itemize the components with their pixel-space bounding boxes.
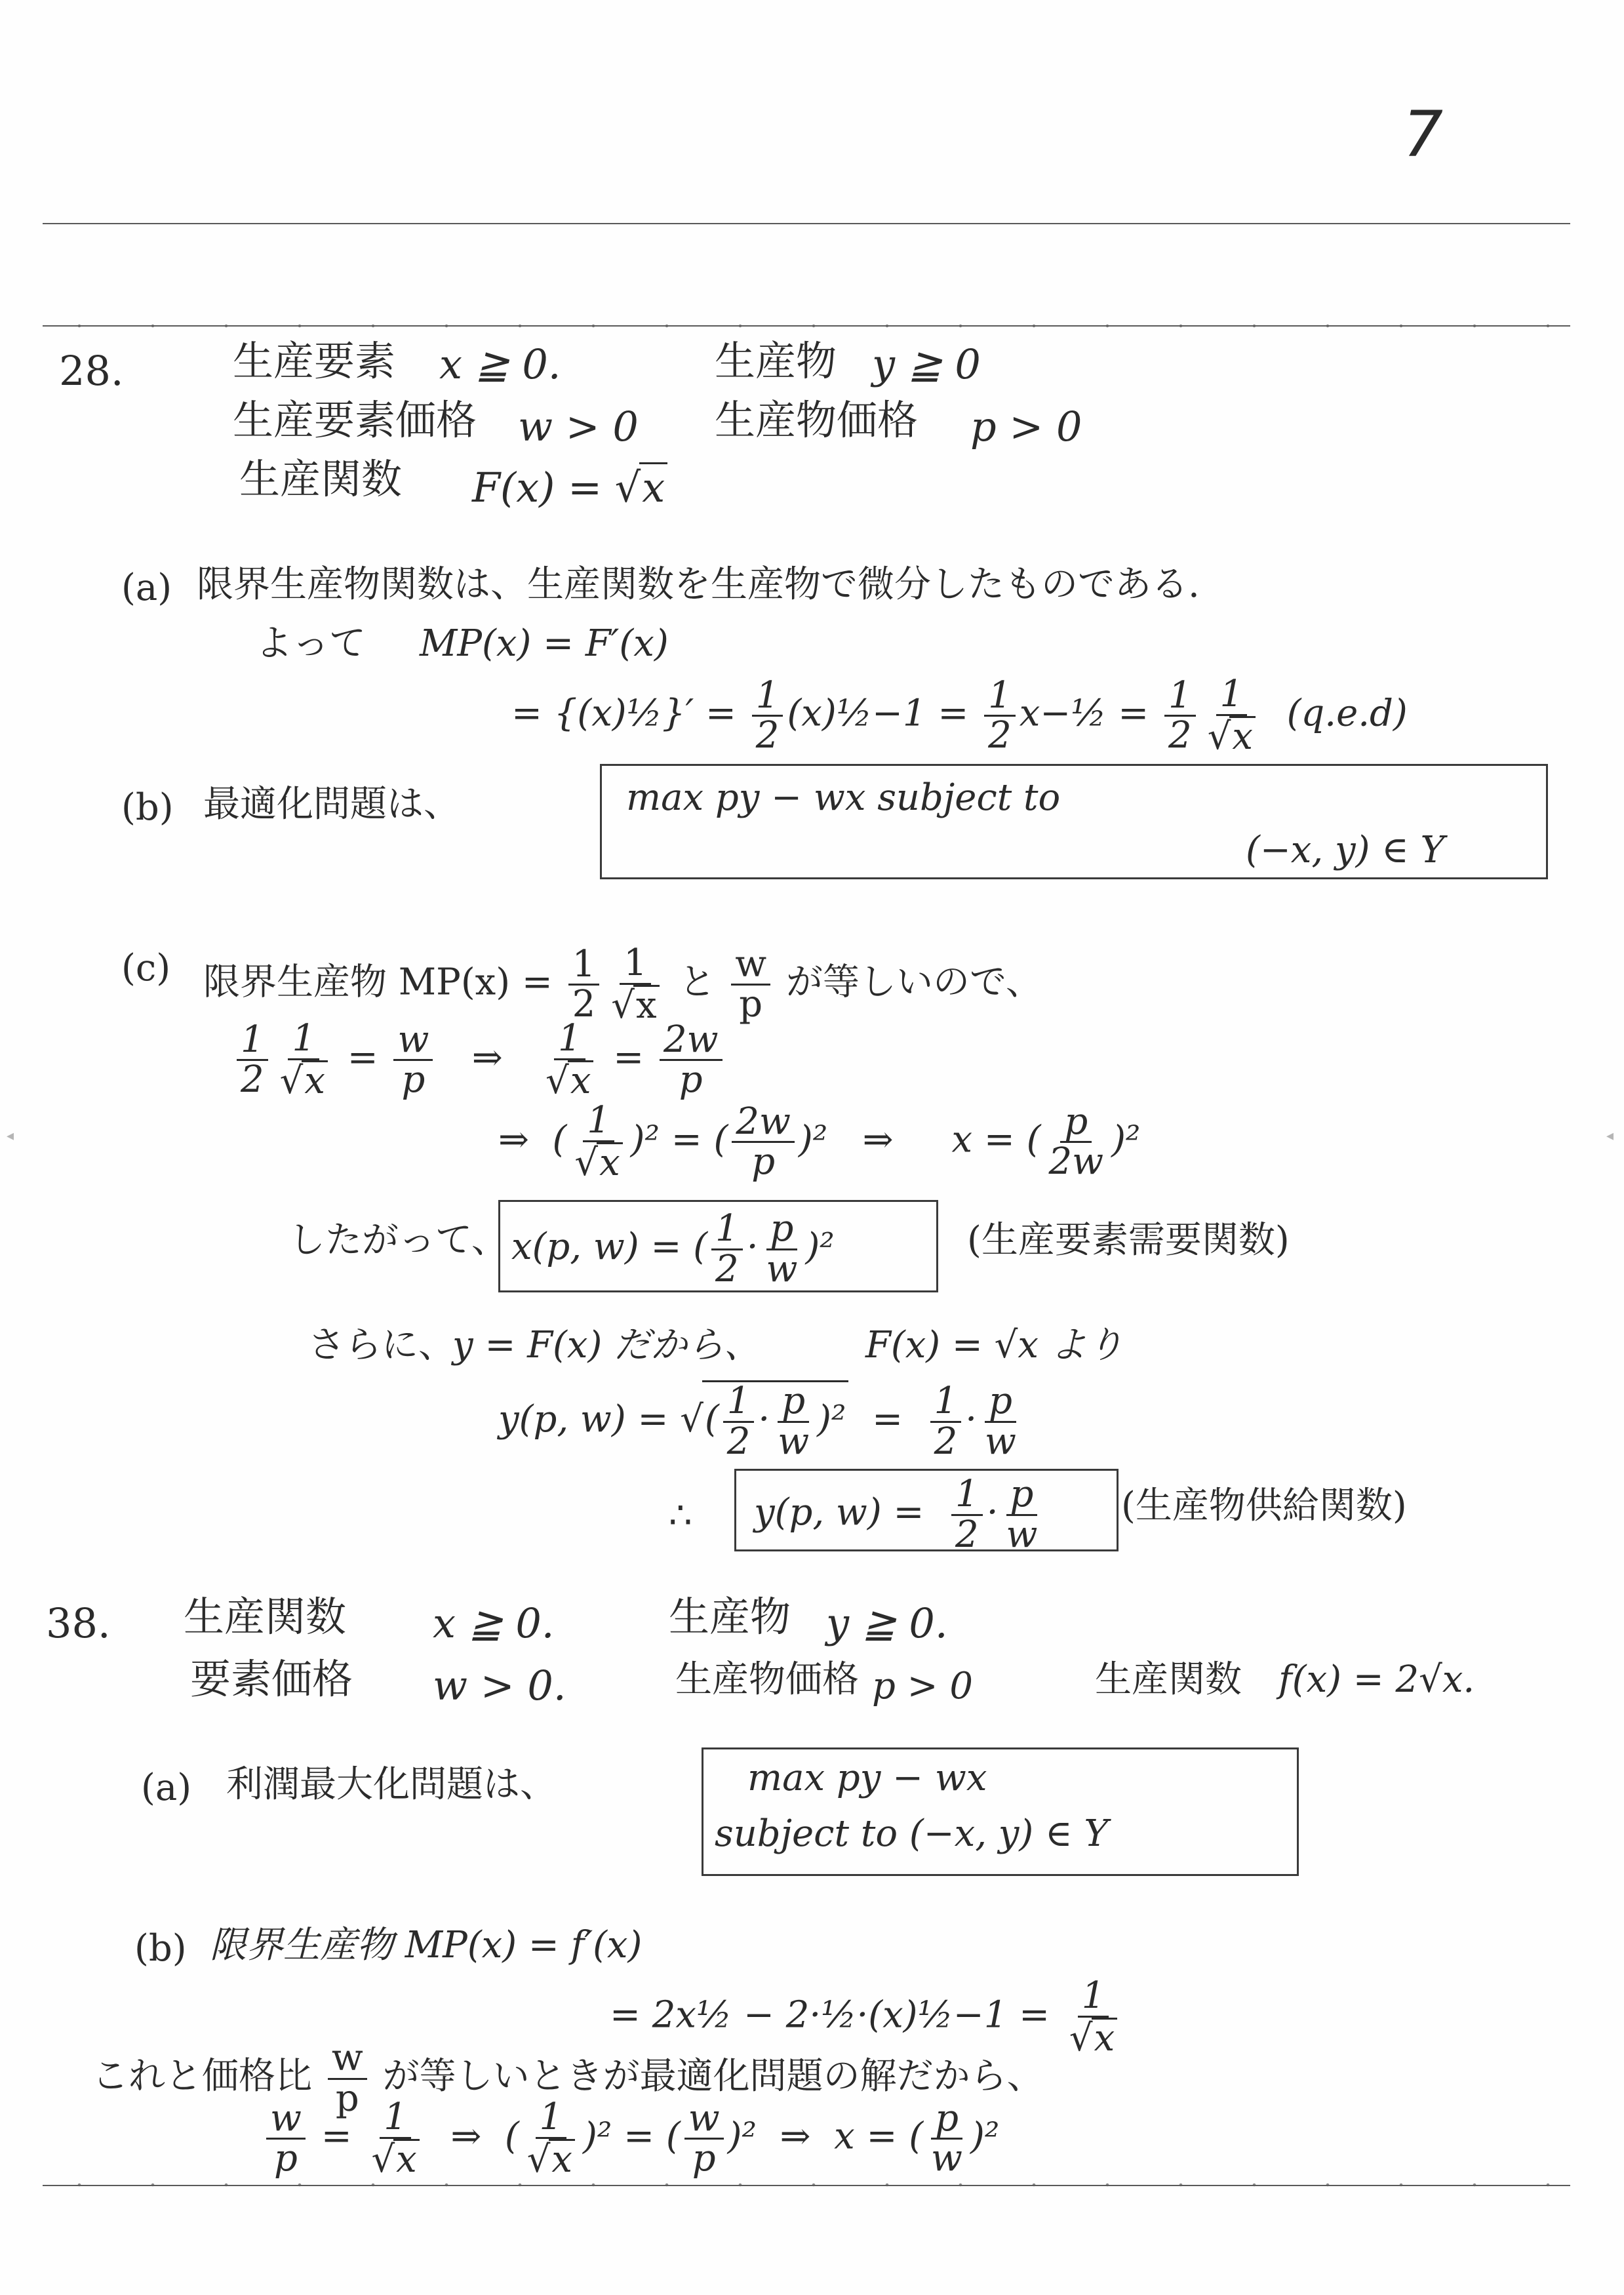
p28-a-eq2: = {(x)½}′ = $\frac{1}{2}$ (x)½−1 = $\frac{1}{2}$ x−½ = $\frac{1}{2}$ $\frac{1}{√x}$ (q.e.d)	[511, 673, 1408, 758]
p38-value: p > 0	[872, 1665, 973, 1707]
p28-c-yp-eq: y(p, w) = √( $\frac{1}{2}$ · $\frac{p}{w}$ )² = $\frac{1}{2}$ · $\frac{p}{w}$	[498, 1380, 1016, 1463]
p28-label: 生産物	[715, 337, 837, 385]
section-rule	[43, 325, 1570, 327]
p28-value: x ≧ 0.	[439, 340, 561, 388]
p38-label: 生産物	[669, 1593, 791, 1641]
p28-c-text: 限界生産物 MP(x) = $\frac{1}{2}$ $\frac{1}{√x}$ と $\frac{w}{p}$ が等しいので、	[203, 942, 1042, 1027]
p28-demand-label: (生産要素需要関数)	[967, 1219, 1290, 1262]
p28-demand-eq: x(p, w) = ( $\frac{1}{2}$ · $\frac{p}{w}$ )²	[511, 1207, 835, 1290]
problem-38-number: 38.	[46, 1599, 111, 1647]
p28-b-text: 最適化問題は、	[203, 783, 460, 826]
p28-value: w > 0	[518, 403, 639, 450]
p38-value: y ≧ 0.	[826, 1599, 948, 1647]
p28-label: 生産関数	[239, 455, 403, 503]
therefore-symbol: ∴	[669, 1494, 692, 1537]
p28-supply-eq: y(p, w) = $\frac{1}{2}$ · $\frac{p}{w}$	[754, 1473, 1038, 1556]
p28-value: p > 0	[970, 403, 1082, 450]
part-label-a: (a)	[121, 567, 172, 609]
p28-b-box-line1: max py − wx subject to	[626, 776, 1061, 819]
p38-value: f(x) = 2√x.	[1278, 1658, 1475, 1701]
p28-c-sarani: さらに、	[308, 1324, 455, 1367]
top-rule	[43, 223, 1570, 224]
p38-b-final-eq: $\frac{w}{p}$ = $\frac{1}{√x}$ ⇒ ( $\frac{1}{√x}$ )² = ( $\frac{w}{p}$ )² ⇒ x = ( $\frac{p}{w}$ )²	[262, 2098, 999, 2180]
p28-c-eq1: $\frac{1}{2}$ $\frac{1}{√x}$ = $\frac{w}{p}$ ⇒ $\frac{1}{√x}$ = $\frac{2w}{p}$	[233, 1020, 726, 1101]
p28-label: 生産要素	[233, 337, 396, 385]
p28-supply-label: (生産物供給関数)	[1121, 1485, 1407, 1527]
margin-tick: ◂	[1606, 1128, 1614, 1144]
p38-label: 生産物価格	[675, 1658, 859, 1701]
problem-28-number: 28.	[59, 347, 124, 395]
p28-b-box-line2: (−x, y) ∈ Y	[1246, 829, 1445, 871]
p28-a-text: 限界生産物関数は、生産関数を生産物で微分したものである.	[197, 563, 1200, 606]
page-number: 7	[1403, 98, 1444, 171]
p28-c-shitagatte: したがって、	[288, 1219, 508, 1262]
p38-a-text: 利潤最大化問題は、	[226, 1763, 557, 1806]
p28-label: 生産物価格	[715, 396, 919, 444]
p38-a-box-line1: max py − wx	[747, 1757, 987, 1799]
p28-value: y ≧ 0	[872, 340, 981, 388]
bottom-rule	[43, 2185, 1570, 2186]
margin-tick: ◂	[7, 1128, 14, 1144]
p28-label: 生産要素価格	[233, 396, 477, 444]
p38-label: 生産関数	[184, 1593, 347, 1641]
p28-a-eq1: MP(x) = F′(x)	[420, 622, 669, 665]
part-label-c: (c)	[121, 947, 171, 989]
p38-a-box-line2: subject to (−x, y) ∈ Y	[715, 1812, 1109, 1855]
p38-b-text: 限界生産物 MP(x) = f′(x)	[210, 1924, 643, 1966]
part-label-b: (b)	[121, 786, 174, 829]
p38-b-text2: これと価格比 $\frac{w}{p}$ が等しいときが最適化問題の解だから、	[92, 2037, 1044, 2120]
p38-value: w > 0.	[433, 1662, 566, 1709]
p28-c-eq2: ⇒ ( $\frac{1}{√x}$ )² = ( $\frac{2w}{p}$ )² ⇒ x = ( $\frac{p}{2w}$ )²	[498, 1099, 1141, 1184]
production-function: F(x) = √x	[472, 462, 667, 511]
p38-label: 要素価格	[190, 1655, 353, 1703]
p28-c-yF: y = F(x) だから、	[452, 1324, 761, 1367]
p38-value: x ≧ 0.	[433, 1599, 555, 1647]
p38-b-eq: = 2x½ − 2·½·(x)½−1 = $\frac{1}{√x}$	[610, 1977, 1125, 2058]
p28-a-yotte: よって	[256, 622, 366, 665]
p28-c-Fx: F(x) = √x より	[865, 1324, 1124, 1367]
p38-label: 生産関数	[1095, 1658, 1242, 1701]
part-label-b: (b)	[134, 1927, 187, 1970]
part-label-a: (a)	[141, 1766, 192, 1809]
